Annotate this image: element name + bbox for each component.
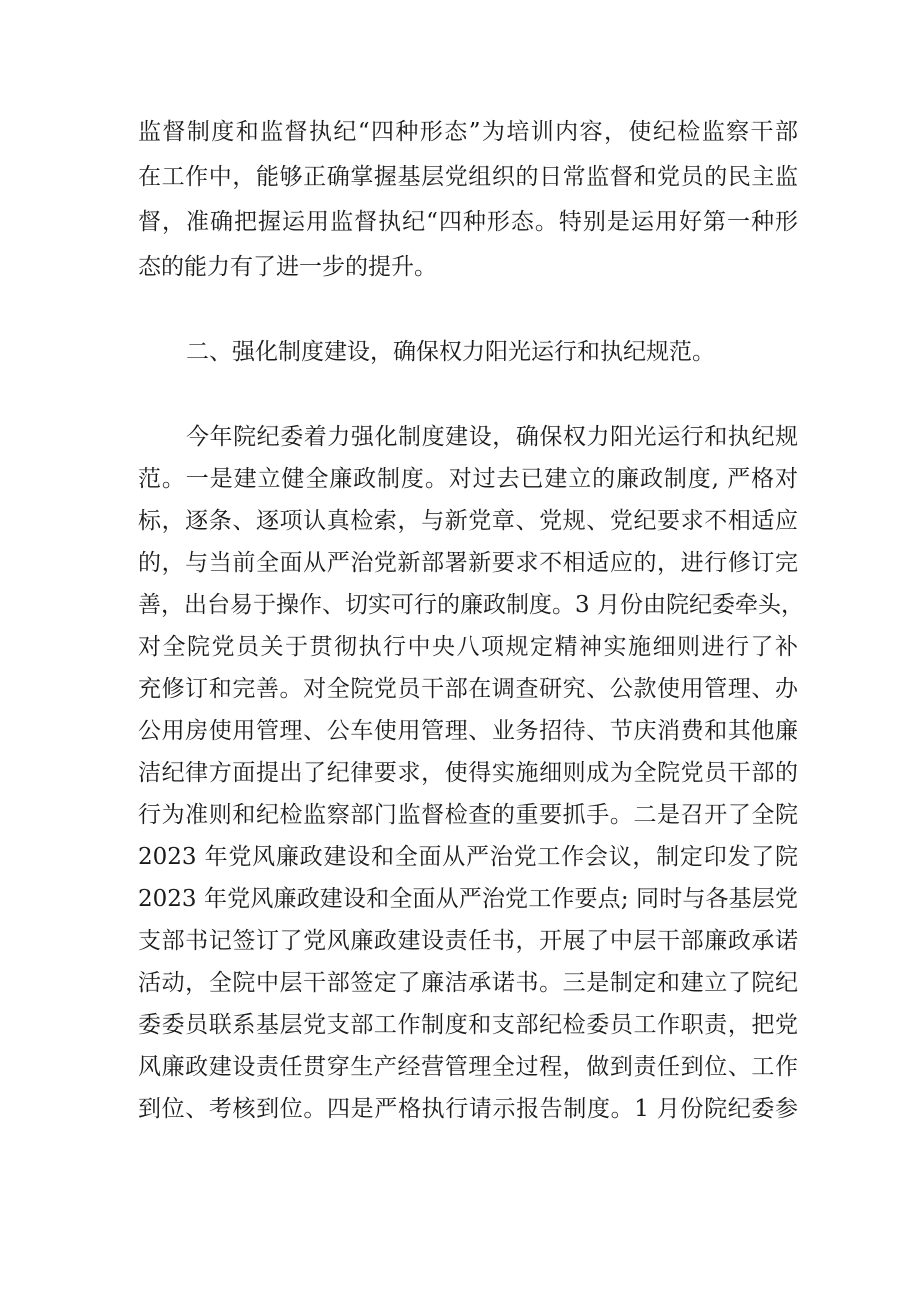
paragraph-2-line: 2023 年党风廉政建设和全面从严治党工作要点; 同时与各基层党 xyxy=(138,886,798,912)
paragraph-2-line: 标，逐条、逐项认真检索，与新党章、党规、党纪要求不相适应 xyxy=(138,508,798,534)
paragraph-2-line: 行为准则和纪检监察部门监督检查的重要抓手。二是召开了全院 xyxy=(138,802,798,828)
paragraph-2-line: 今年院纪委着力强化制度建设，确保权力阳光运行和执纪规 xyxy=(186,424,798,450)
paragraph-1-line: 监督制度和监督执纪“四种形态”为培训内容，使纪检监察干部 xyxy=(138,119,798,145)
paragraph-2-line: 2023 年党风廉政建设和全面从严治党工作会议，制定印发了院 xyxy=(138,844,798,870)
paragraph-2-line: 到位、考核到位。四是严格执行请示报告制度。1 月份院纪委参 xyxy=(138,1096,798,1122)
paragraph-2-line: 范。一是建立健全廉政制度。对过去已建立的廉政制度, 严格对 xyxy=(138,466,798,492)
paragraph-1-line: 态的能力有了进一步的提升。 xyxy=(138,254,437,280)
paragraph-2-line: 洁纪律方面提出了纪律要求，使得实施细则成为全院党员干部的 xyxy=(138,760,798,786)
paragraph-2-line: 公用房使用管理、公车使用管理、业务招待、节庆消费和其他廉 xyxy=(138,718,798,744)
paragraph-2-line: 活动，全院中层干部签定了廉洁承诺书。三是制定和建立了院纪 xyxy=(138,970,798,996)
paragraph-1-line: 督，准确把握运用监督执纪“四种形态。特别是运用好第一种形 xyxy=(138,209,798,235)
paragraph-2-line: 善，出台易于操作、切实可行的廉政制度。3 月份由院纪委牵头， xyxy=(138,592,804,618)
paragraph-1-line: 在工作中，能够正确掌握基层党组织的日常监督和党员的民主监 xyxy=(138,164,798,190)
paragraph-2-line: 风廉政建设责任贯穿生产经营管理全过程，做到责任到位、工作 xyxy=(138,1054,798,1080)
paragraph-2-line: 对全院党员关于贯彻执行中央八项规定精神实施细则进行了补 xyxy=(138,634,798,660)
paragraph-2-line: 委委员联系基层党支部工作制度和支部纪检委员工作职责，把党 xyxy=(138,1012,798,1038)
section-heading: 二、强化制度建设，确保权力阳光运行和执纪规范。 xyxy=(186,339,715,365)
paragraph-2-line: 的，与当前全面从严治党新部署新要求不相适应的，进行修订完 xyxy=(138,550,798,576)
paragraph-2-line: 支部书记签订了党风廉政建设责任书，开展了中层干部廉政承诺 xyxy=(138,928,798,954)
paragraph-2-line: 充修订和完善。对全院党员干部在调查研究、公款使用管理、办 xyxy=(138,676,798,702)
